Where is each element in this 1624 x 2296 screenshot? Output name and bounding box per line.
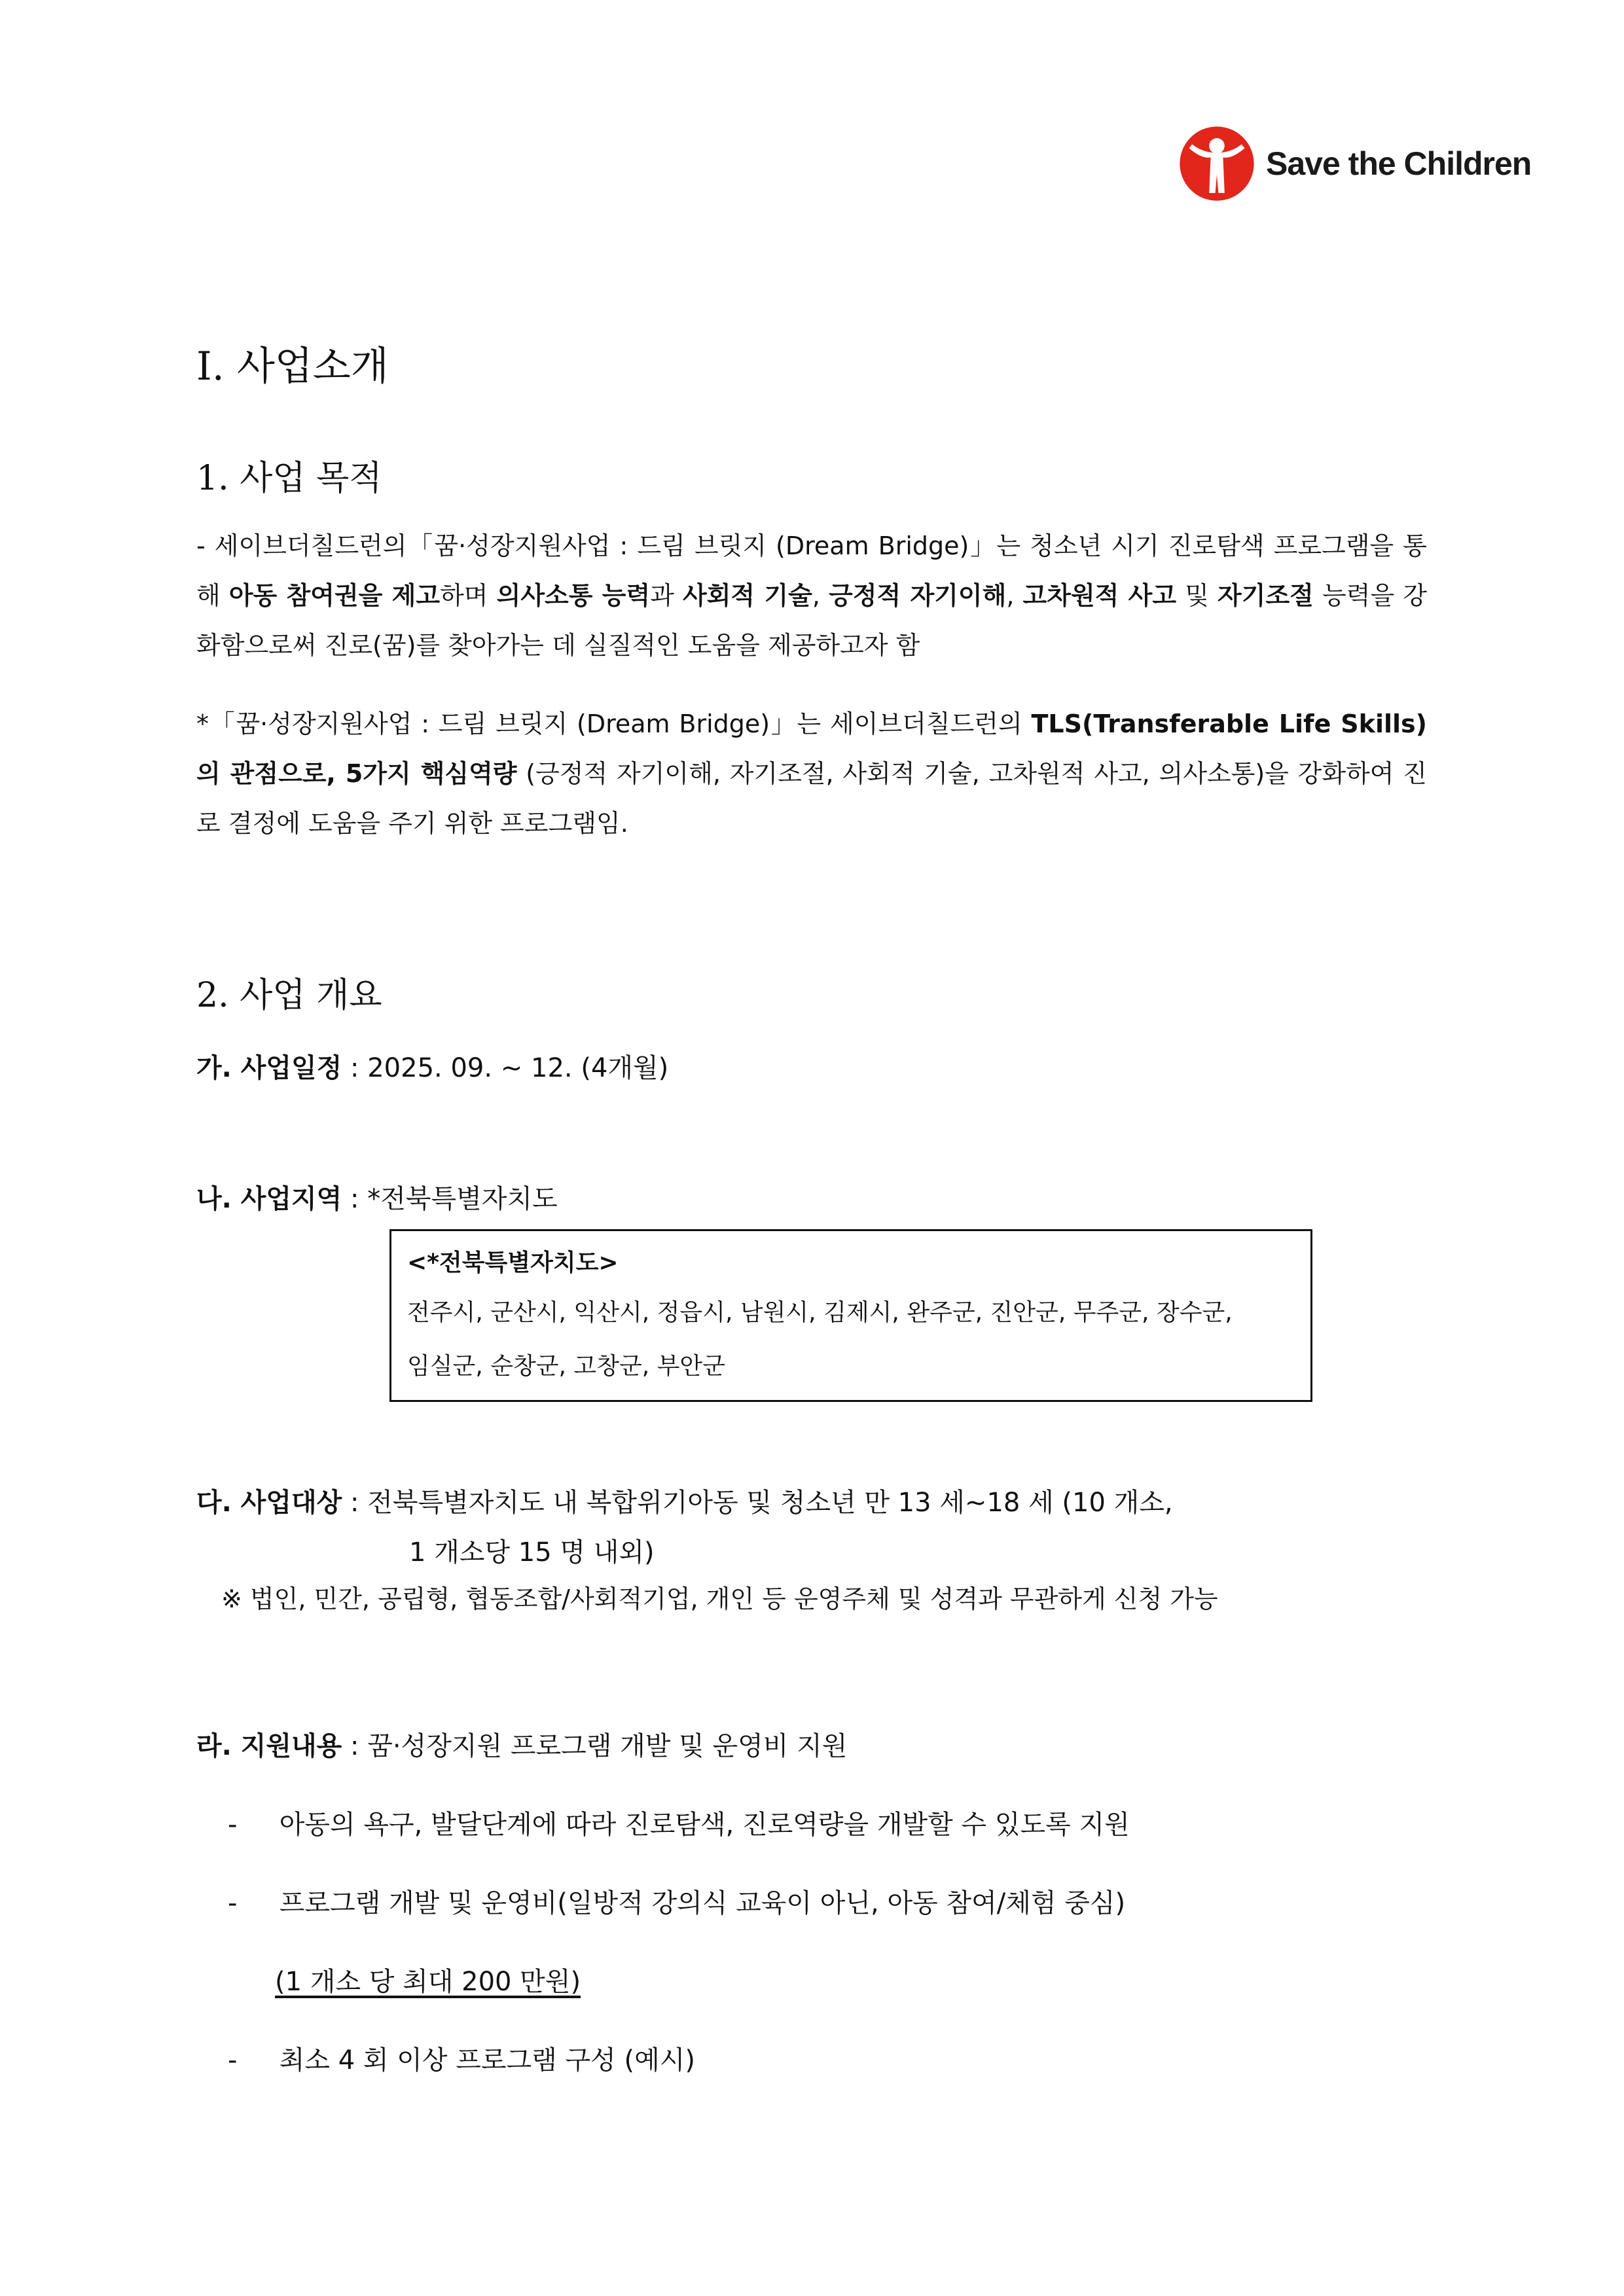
region-box-title: <*전북특별자치도>	[407, 1249, 619, 1276]
logo-text: Save the Children	[1266, 145, 1532, 182]
section-1-title: 1. 사업 목적	[196, 459, 382, 498]
schedule-item: 가. 사업일정 : 2025. 09. ~ 12. (4개월)	[196, 1053, 669, 1083]
purpose-paragraph: - 세이브더칠드런의「꿈·성장지원사업 : 드림 브릿지 (Dream Bridge)」는 청소년 시기 진로탐색 프로그램을 통해 아동 참여권을 제고하며 의사소통 능력과 사회적 기술, 긍정적 자기이해, 고차원적 사고 및 자기조절 능력을 강화함으로써 진로(꿈)를 찾아가는 데 실질적인 도움을 제공하고자 함	[196, 531, 1427, 660]
target-item-continued: 1 개소당 15 명 내외)	[409, 1537, 655, 1568]
region-box-line-1: 전주시, 군산시, 익산시, 정읍시, 남원시, 김제시, 완주군, 진안군, 무주군, 장수군,	[407, 1299, 1233, 1326]
section-2-title: 2. 사업 개요	[196, 976, 382, 1015]
save-the-children-emblem-icon	[1178, 125, 1255, 202]
support-bullet-3: - 최소 4 회 이상 프로그램 구성 (예시)	[228, 2045, 695, 2075]
region-box	[389, 1229, 1312, 1402]
tls-note-paragraph: *「꿈·성장지원사업 : 드림 브릿지 (Dream Bridge)」는 세이브더칠드런의 TLS(Transferable Life Skills)의 관점으로, 5가지 핵심역량 (긍정적 자기이해, 자기조절, 사회적 기술, 고차원적 사고, 의사소통)을 강화하여 진로 결정에 도움을 주기 위한 프로그램임.	[196, 709, 1428, 838]
section-heading: Ⅰ. 사업소개	[196, 344, 389, 389]
support-bullet-1: - 아동의 욕구, 발달단계에 따라 진로탐색, 진로역량을 개발할 수 있도록 지원	[228, 1810, 1130, 1840]
target-note: ※ 법인, 민간, 공립형, 협동조합/사회적기업, 개인 등 운영주체 및 성격과 무관하게 신청 가능	[221, 1585, 1218, 1613]
region-item: 나. 사업지역 : *전북특별자치도	[196, 1184, 558, 1214]
support-item: 라. 지원내용 : 꿈·성장지원 프로그램 개발 및 운영비 지원	[196, 1731, 848, 1761]
support-bullet-2: - 프로그램 개발 및 운영비(일방적 강의식 교육이 아닌, 아동 참여/체험 중심)	[228, 1888, 1126, 1918]
support-budget-note: (1 개소 당 최대 200 만원)	[275, 1967, 581, 1997]
target-item: 다. 사업대상 : 전북특별자치도 내 복합위기아동 및 청소년 만 13 세~18 세 (10 개소,	[196, 1488, 1173, 1518]
region-box-line-2: 임실군, 순창군, 고창군, 부안군	[407, 1353, 725, 1380]
save-the-children-logo	[1178, 124, 1531, 203]
